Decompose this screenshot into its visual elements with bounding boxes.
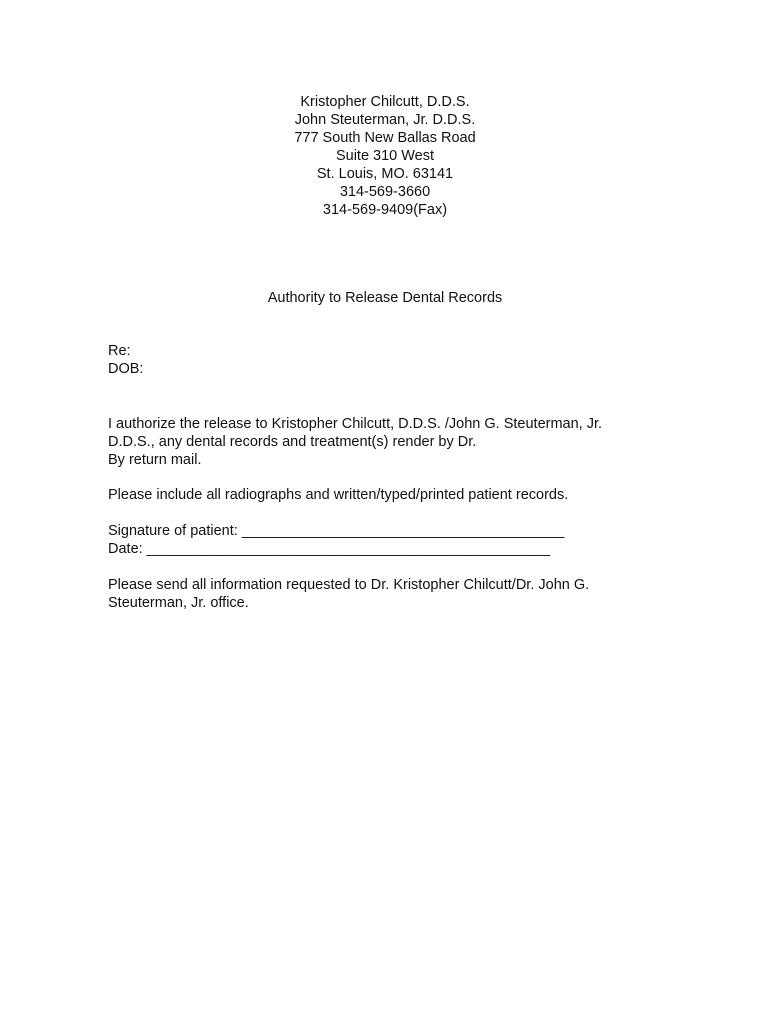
letterhead-doctor-1: Kristopher Chilcutt, D.D.S.: [300, 94, 470, 110]
dob-label: DOB:: [108, 361, 144, 377]
letterhead-suite: Suite 310 West: [335, 148, 435, 164]
signature-line: Signature of patient: ________________________________________: [108, 523, 565, 539]
authorization-line-2: D.D.S., any dental records and treatment(s) render by Dr.: [108, 434, 477, 450]
re-label: Re:: [108, 343, 131, 359]
authorization-line-1: I authorize the release to Kristopher Chilcutt, D.D.S. /John G. Steuterman, Jr.: [108, 416, 603, 432]
send-line-2: Steuterman, Jr. office.: [108, 595, 249, 611]
send-paragraph: [108, 576, 668, 612]
signature-section: [108, 522, 668, 558]
letterhead-street: 777 South New Ballas Road: [294, 130, 476, 146]
authorization-line-3: By return mail.: [108, 452, 202, 468]
letterhead-phone: 314-569-3660: [339, 184, 431, 200]
letterhead: [0, 93, 770, 219]
include-paragraph: [108, 486, 668, 504]
letterhead-city: St. Louis, MO. 63141: [316, 166, 454, 182]
document-title: Authority to Release Dental Records: [267, 290, 503, 306]
patient-fields: [108, 342, 668, 378]
date-line: Date: __________________________________________________: [108, 541, 550, 557]
authorization-paragraph: [108, 415, 668, 469]
include-text: Please include all radiographs and written/typed/printed patient records.: [108, 487, 569, 503]
send-line-1: Please send all information requested to Dr. Kristopher Chilcutt/Dr. John G.: [108, 577, 590, 593]
letterhead-doctor-2: John Steuterman, Jr. D.D.S.: [294, 112, 476, 128]
letterhead-fax: 314-569-9409(Fax): [322, 202, 448, 218]
